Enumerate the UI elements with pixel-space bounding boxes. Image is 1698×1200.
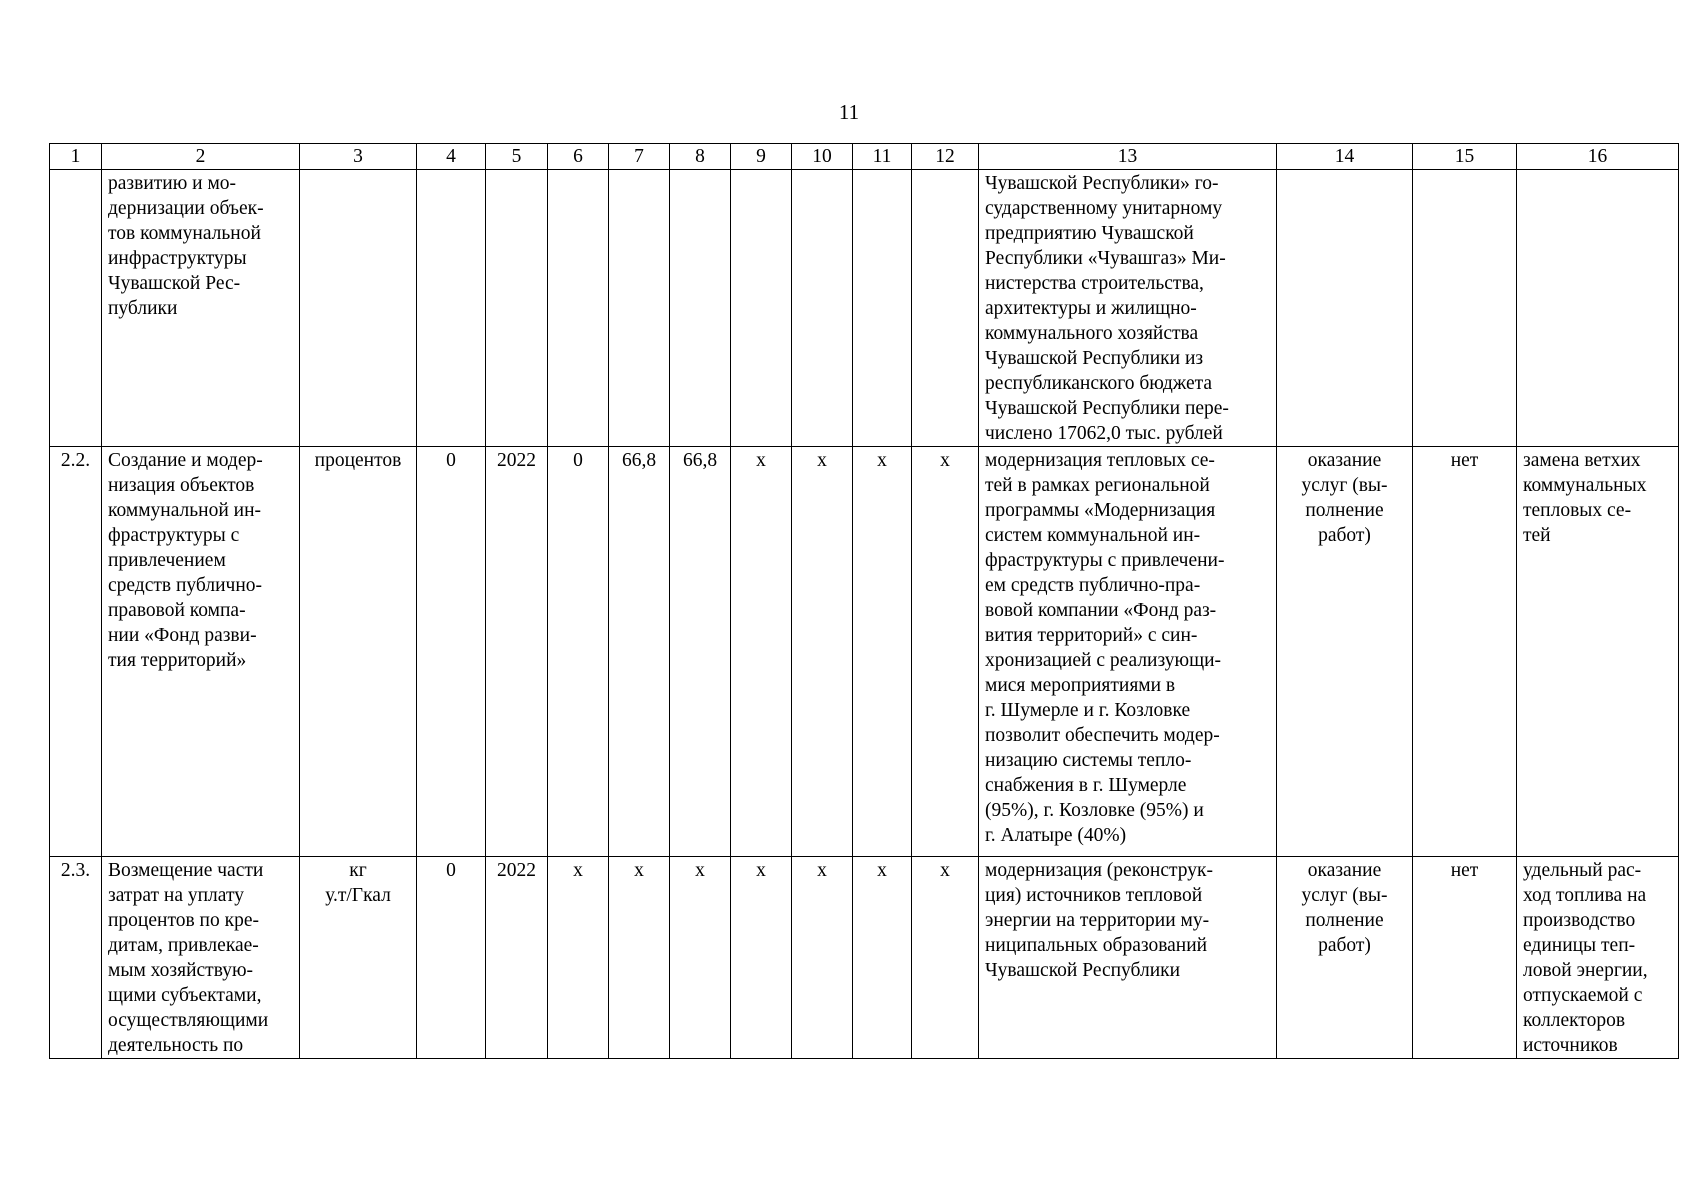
column-number: 5 [486, 144, 548, 170]
flag: нет [1413, 447, 1517, 857]
column-number: 9 [731, 144, 792, 170]
value-col-10 [792, 170, 853, 447]
item-name: Создание и модер- низация объектов коммунальной ин- фраструктуры с привлечением средств публично- правовой компа- нии «Фонд разви- тия территорий» [102, 447, 300, 857]
column-number: 14 [1277, 144, 1413, 170]
value-col-7 [609, 170, 670, 447]
unit: процентов [300, 447, 417, 857]
item-name: Возмещение части затрат на уплату процентов по кре- дитам, привлекае- мым хозяйствую- щими субъектами, осуществляющими деятельность по [102, 857, 300, 1059]
value-col-8: х [670, 857, 731, 1059]
item-number [50, 170, 102, 447]
result-indicator: замена ветхих коммунальных тепловых се- тей [1517, 447, 1679, 857]
description: модернизация (реконструк- ция) источников тепловой энергии на территории му- ниципальных образований Чувашской Республики [979, 857, 1277, 1059]
column-number: 15 [1413, 144, 1517, 170]
result-indicator: удельный рас- ход топлива на производство единицы теп- ловой энергии, отпускаемой с коллекторов источников [1517, 857, 1679, 1059]
column-number: 4 [417, 144, 486, 170]
base-value: 0 [417, 857, 486, 1059]
service-type: оказание услуг (вы- полнение работ) [1277, 857, 1413, 1059]
column-number: 8 [670, 144, 731, 170]
value-col-9: х [731, 857, 792, 1059]
column-number: 11 [853, 144, 912, 170]
page-number: 11 [838, 100, 860, 124]
description: Чувашской Республики» го- сударственному унитарному предприятию Чувашской Республики «Чувашгаз» Ми- нистерства строительства, архитектуры и жилищно- коммунального хозяйства Чувашской Республики из республиканского бюджета Чувашской Республики пере- числено 17062,0 тыс. рублей [979, 170, 1277, 447]
flag [1413, 170, 1517, 447]
program-table [49, 143, 1679, 1059]
base-value: 0 [417, 447, 486, 857]
column-number-header-row [50, 144, 1679, 170]
column-number: 12 [912, 144, 979, 170]
unit: кг у.т/Гкал [300, 857, 417, 1059]
value-col-9 [731, 170, 792, 447]
service-type [1277, 170, 1413, 447]
service-type: оказание услуг (вы- полнение работ) [1277, 447, 1413, 857]
item-name: развитию и мо- дернизации объек- тов коммунальной инфраструктуры Чувашской Рес- публики [102, 170, 300, 447]
column-number: 6 [548, 144, 609, 170]
value-col-12: х [912, 857, 979, 1059]
year: 2022 [486, 857, 548, 1059]
value-col-12: х [912, 447, 979, 857]
table-row [50, 170, 1679, 447]
column-number: 7 [609, 144, 670, 170]
value-col-9: х [731, 447, 792, 857]
value-col-8: 66,8 [670, 447, 731, 857]
table-row [50, 447, 1679, 857]
item-number: 2.2. [50, 447, 102, 857]
year [486, 170, 548, 447]
value-col-12 [912, 170, 979, 447]
column-number: 3 [300, 144, 417, 170]
column-number: 1 [50, 144, 102, 170]
flag: нет [1413, 857, 1517, 1059]
result-indicator [1517, 170, 1679, 447]
value-col-8 [670, 170, 731, 447]
value-col-7: 66,8 [609, 447, 670, 857]
description: модернизация тепловых се- тей в рамках региональной программы «Модернизация систем коммунальной ин- фраструктуры с привлечени- ем средств публично-пра- вовой компании «Фонд раз- вития территорий» с син- хронизацией с реализующи- мися мероприятиями в г. Шумерле и г. Козловке позволит обеспечить модер- низацию системы тепло- снабжения в г. Шумерле (95%), г. Козловке (95%) и г. Алатыре (40%) [979, 447, 1277, 857]
column-number: 13 [979, 144, 1277, 170]
value-col-10: х [792, 447, 853, 857]
value-col-6: 0 [548, 447, 609, 857]
column-number: 2 [102, 144, 300, 170]
column-number: 10 [792, 144, 853, 170]
value-col-10: х [792, 857, 853, 1059]
item-number: 2.3. [50, 857, 102, 1059]
column-number: 16 [1517, 144, 1679, 170]
value-col-6: х [548, 857, 609, 1059]
table-row [50, 857, 1679, 1059]
value-col-11: х [853, 857, 912, 1059]
value-col-6 [548, 170, 609, 447]
value-col-11 [853, 170, 912, 447]
value-col-11: х [853, 447, 912, 857]
unit [300, 170, 417, 447]
value-col-7: х [609, 857, 670, 1059]
year: 2022 [486, 447, 548, 857]
base-value [417, 170, 486, 447]
